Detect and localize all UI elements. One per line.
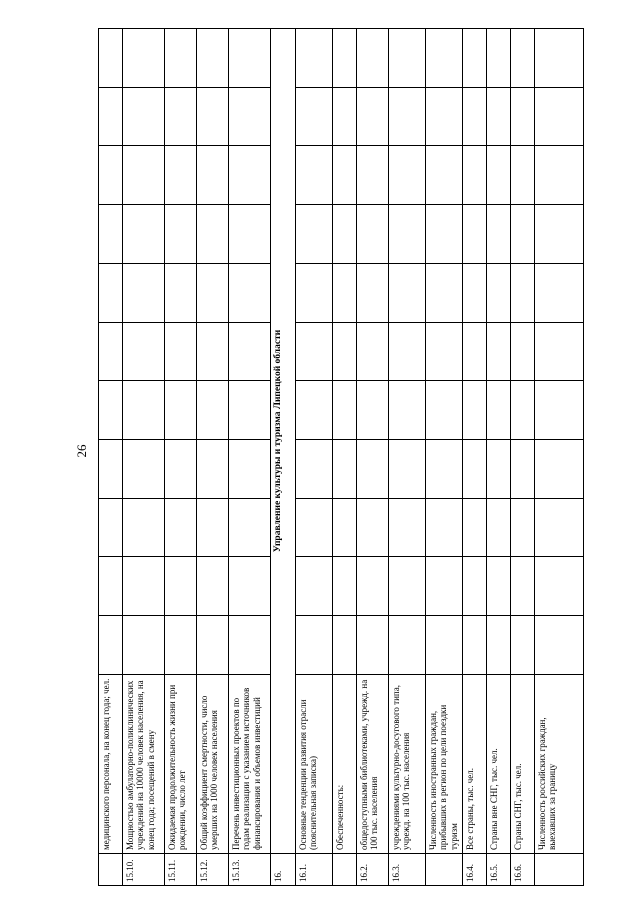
value-cell xyxy=(463,439,487,498)
value-cell xyxy=(165,439,197,498)
value-cell xyxy=(333,322,357,381)
value-cell xyxy=(229,87,271,146)
value-cell xyxy=(296,29,333,88)
value-cell xyxy=(511,616,535,675)
value-cell xyxy=(426,146,463,205)
value-cell xyxy=(229,322,271,381)
value-cell xyxy=(426,29,463,88)
value-cell xyxy=(99,498,123,557)
value-cell xyxy=(535,557,584,616)
value-cell xyxy=(333,146,357,205)
value-cell xyxy=(535,322,584,381)
value-cell xyxy=(511,29,535,88)
row-number: 16.3. xyxy=(389,853,426,885)
value-cell xyxy=(99,263,123,322)
table-row xyxy=(389,29,426,886)
value-cell xyxy=(99,205,123,264)
value-cell xyxy=(99,557,123,616)
value-cell xyxy=(333,498,357,557)
row-number xyxy=(333,853,357,885)
value-cell xyxy=(197,205,229,264)
value-cell xyxy=(357,87,389,146)
indicator-name: медицинского персонала, на конец года; чел. xyxy=(99,674,123,853)
value-cell xyxy=(229,498,271,557)
value-cell xyxy=(123,146,165,205)
value-cell xyxy=(99,146,123,205)
indicator-name: Все страны, тыс. чел. xyxy=(463,674,487,853)
value-cell xyxy=(99,322,123,381)
page-number: 26 xyxy=(74,444,89,458)
value-cell xyxy=(296,616,333,675)
value-cell xyxy=(389,29,426,88)
value-cell xyxy=(296,205,333,264)
indicator-name: Страны вне СНГ, тыс. чел. xyxy=(487,674,511,853)
value-cell xyxy=(463,616,487,675)
row-number: 15.13. xyxy=(229,853,271,885)
value-cell xyxy=(511,381,535,440)
value-cell xyxy=(357,557,389,616)
value-cell xyxy=(296,322,333,381)
row-number xyxy=(426,853,463,885)
row-number: 16.2. xyxy=(357,853,389,885)
value-cell xyxy=(487,557,511,616)
rotated-table-container xyxy=(98,28,583,886)
value-cell xyxy=(123,557,165,616)
value-cell xyxy=(165,87,197,146)
value-cell xyxy=(535,381,584,440)
value-cell xyxy=(389,263,426,322)
value-cell xyxy=(123,322,165,381)
value-cell xyxy=(197,498,229,557)
section-row xyxy=(271,29,296,886)
value-cell xyxy=(229,205,271,264)
value-cell xyxy=(333,263,357,322)
table-row xyxy=(333,29,357,886)
value-cell xyxy=(511,146,535,205)
indicator-name: Численность иностранных граждан, прибывших в регион по цели поездки туризм xyxy=(426,674,463,853)
indicator-name: Мощностью амбулаторно-поликлинических учреждений на 10000 человек населения, на конец года; посещений в смену xyxy=(123,674,165,853)
value-cell xyxy=(426,381,463,440)
row-number: 15.10. xyxy=(123,853,165,885)
value-cell xyxy=(463,205,487,264)
value-cell xyxy=(487,322,511,381)
value-cell xyxy=(296,381,333,440)
table-row xyxy=(197,29,229,886)
value-cell xyxy=(229,557,271,616)
value-cell xyxy=(389,381,426,440)
value-cell xyxy=(535,263,584,322)
table-row xyxy=(535,29,584,886)
value-cell xyxy=(165,29,197,88)
value-cell xyxy=(197,146,229,205)
value-cell xyxy=(197,616,229,675)
value-cell xyxy=(426,263,463,322)
value-cell xyxy=(229,616,271,675)
value-cell xyxy=(535,29,584,88)
value-cell xyxy=(357,29,389,88)
value-cell xyxy=(389,87,426,146)
value-cell xyxy=(357,381,389,440)
indicator-name: Общий коэффициент смертности, число умерших на 1000 человек населения xyxy=(197,674,229,853)
indicator-name: Перечень инвестиционных проектов по годам реализации с указанием источников финансирования и объемов инвестиций xyxy=(229,674,271,853)
value-cell xyxy=(165,498,197,557)
indicator-name: учреждениями культурно-досугового типа, учрежд. на 100 тыс. населения xyxy=(389,674,426,853)
value-cell xyxy=(463,29,487,88)
value-cell xyxy=(197,557,229,616)
value-cell xyxy=(511,263,535,322)
section-title: Управление культуры и туризма Липецкой области xyxy=(271,29,296,854)
value-cell xyxy=(511,322,535,381)
value-cell xyxy=(123,263,165,322)
value-cell xyxy=(165,381,197,440)
value-cell xyxy=(487,381,511,440)
value-cell xyxy=(426,439,463,498)
value-cell xyxy=(229,146,271,205)
value-cell xyxy=(333,381,357,440)
value-cell xyxy=(357,439,389,498)
value-cell xyxy=(463,381,487,440)
value-cell xyxy=(123,29,165,88)
value-cell xyxy=(389,439,426,498)
value-cell xyxy=(463,557,487,616)
table-row xyxy=(296,29,333,886)
value-cell xyxy=(123,498,165,557)
row-number: 16.1. xyxy=(296,853,333,885)
value-cell xyxy=(333,205,357,264)
value-cell xyxy=(426,205,463,264)
value-cell xyxy=(99,439,123,498)
value-cell xyxy=(197,29,229,88)
value-cell xyxy=(511,205,535,264)
value-cell xyxy=(535,87,584,146)
value-cell xyxy=(165,263,197,322)
value-cell xyxy=(487,146,511,205)
value-cell xyxy=(511,439,535,498)
value-cell xyxy=(463,146,487,205)
value-cell xyxy=(389,498,426,557)
value-cell xyxy=(123,439,165,498)
value-cell xyxy=(357,146,389,205)
table-row xyxy=(165,29,197,886)
value-cell xyxy=(296,87,333,146)
value-cell xyxy=(333,557,357,616)
value-cell xyxy=(389,205,426,264)
value-cell xyxy=(165,146,197,205)
value-cell xyxy=(296,439,333,498)
row-number: 16.5. xyxy=(487,853,511,885)
value-cell xyxy=(165,322,197,381)
row-number: 15.12. xyxy=(197,853,229,885)
indicator-name: Численность российских граждан, выехавших за границу xyxy=(535,674,584,853)
value-cell xyxy=(487,498,511,557)
value-cell xyxy=(426,557,463,616)
value-cell xyxy=(535,205,584,264)
value-cell xyxy=(357,616,389,675)
value-cell xyxy=(99,29,123,88)
value-cell xyxy=(333,87,357,146)
value-cell xyxy=(197,322,229,381)
table-row xyxy=(229,29,271,886)
value-cell xyxy=(197,263,229,322)
value-cell xyxy=(165,557,197,616)
row-number: 15.11. xyxy=(165,853,197,885)
value-cell xyxy=(426,616,463,675)
indicator-name: Обеспеченность: xyxy=(333,674,357,853)
row-number xyxy=(99,853,123,885)
table-row xyxy=(426,29,463,886)
value-cell xyxy=(357,205,389,264)
value-cell xyxy=(511,87,535,146)
value-cell xyxy=(535,146,584,205)
value-cell xyxy=(229,439,271,498)
value-cell xyxy=(296,146,333,205)
value-cell xyxy=(229,29,271,88)
value-cell xyxy=(487,29,511,88)
value-cell xyxy=(535,439,584,498)
value-cell xyxy=(333,439,357,498)
indicator-name: общедоступными библиотеками, учрежд. на 100 тыс. населения xyxy=(357,674,389,853)
value-cell xyxy=(229,263,271,322)
value-cell xyxy=(333,29,357,88)
value-cell xyxy=(487,263,511,322)
value-cell xyxy=(357,263,389,322)
value-cell xyxy=(426,87,463,146)
indicator-name: Основные тенденции развития отрасли (пояснительная записка) xyxy=(296,674,333,853)
value-cell xyxy=(197,381,229,440)
value-cell xyxy=(123,205,165,264)
value-cell xyxy=(535,498,584,557)
value-cell xyxy=(357,498,389,557)
value-cell xyxy=(389,322,426,381)
table-row xyxy=(463,29,487,886)
value-cell xyxy=(426,322,463,381)
value-cell xyxy=(463,322,487,381)
value-cell xyxy=(463,263,487,322)
value-cell xyxy=(463,87,487,146)
value-cell xyxy=(511,557,535,616)
value-cell xyxy=(296,263,333,322)
value-cell xyxy=(426,498,463,557)
row-number: 16. xyxy=(271,853,296,885)
value-cell xyxy=(99,381,123,440)
value-cell xyxy=(165,205,197,264)
value-cell xyxy=(123,87,165,146)
value-cell xyxy=(389,616,426,675)
value-cell xyxy=(229,381,271,440)
table-row xyxy=(511,29,535,886)
row-number xyxy=(535,853,584,885)
value-cell xyxy=(487,87,511,146)
table-row xyxy=(487,29,511,886)
table-row xyxy=(123,29,165,886)
value-cell xyxy=(535,616,584,675)
value-cell xyxy=(357,322,389,381)
value-cell xyxy=(123,616,165,675)
value-cell xyxy=(487,439,511,498)
value-cell xyxy=(197,87,229,146)
value-cell xyxy=(99,87,123,146)
value-cell xyxy=(296,498,333,557)
value-cell xyxy=(511,498,535,557)
value-cell xyxy=(389,557,426,616)
value-cell xyxy=(123,381,165,440)
row-number: 16.6. xyxy=(511,853,535,885)
value-cell xyxy=(389,146,426,205)
value-cell xyxy=(165,616,197,675)
indicator-name: Ожидаемая продолжительность жизни при рождении, число лет xyxy=(165,674,197,853)
table-row xyxy=(99,29,123,886)
table-row xyxy=(357,29,389,886)
data-table xyxy=(98,28,584,886)
value-cell xyxy=(99,616,123,675)
row-number: 16.4. xyxy=(463,853,487,885)
value-cell xyxy=(487,205,511,264)
value-cell xyxy=(333,616,357,675)
value-cell xyxy=(197,439,229,498)
value-cell xyxy=(296,557,333,616)
indicator-name: Страны СНГ, тыс. чел. xyxy=(511,674,535,853)
value-cell xyxy=(487,616,511,675)
value-cell xyxy=(463,498,487,557)
